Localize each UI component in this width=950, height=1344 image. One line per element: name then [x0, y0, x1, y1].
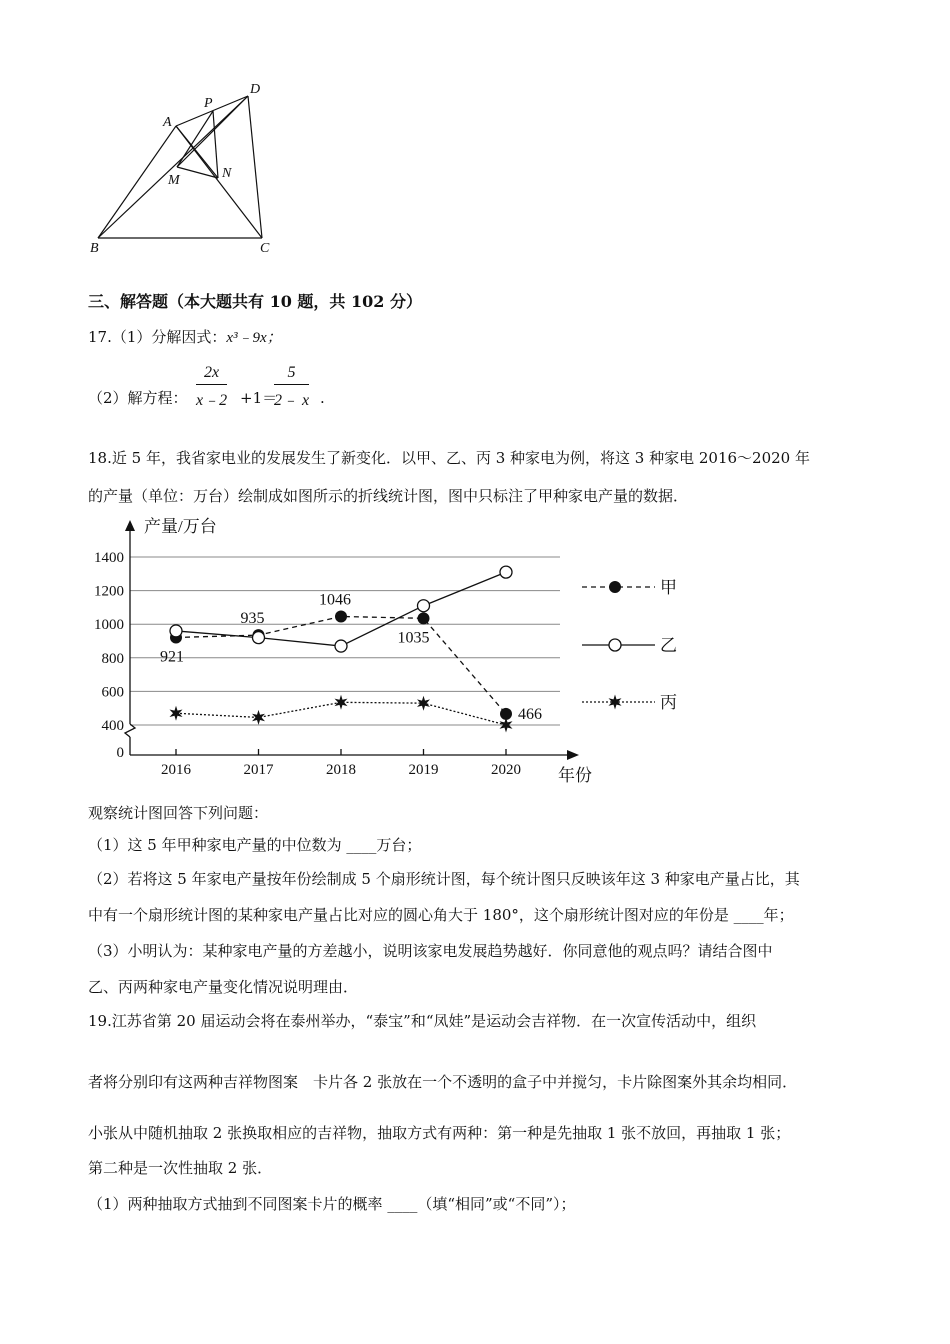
- q18-line1: [88, 448, 810, 468]
- x-tick-label-2016: 2016: [161, 762, 191, 778]
- legend-marker-1: [609, 639, 621, 651]
- series-1-point-2019: [418, 600, 430, 612]
- y-tick-label-1000: 1000: [94, 617, 124, 634]
- line-chart: [94, 512, 700, 792]
- point-label-m: M: [168, 173, 180, 188]
- series-1-point-2018: [335, 640, 347, 652]
- series-0-point-2019: [418, 612, 430, 624]
- section-title: 三、解答题（本大题共有 10 题，共 102 分）: [88, 292, 422, 311]
- q19-sub1: （1）两种抽取方式抽到不同图案卡片的概率 ____（填“相同”或“不同”）；: [88, 1195, 576, 1213]
- geometry-figure: [80, 76, 280, 262]
- q18-line1-text: 近 5 年，我省家电业的发展发生了新变化．以甲、乙、丙 3 种家电为例，将这 3 种家电 2016～2020 年: [111, 449, 810, 467]
- q17-mid: +1＝: [240, 389, 278, 407]
- point-label-a: A: [163, 115, 172, 130]
- series-1-point-2016: [170, 625, 182, 637]
- x-axis-label: 年份: [558, 766, 592, 785]
- q18-line2: 的产量（单位：万台）绘制成如图所示的折线统计图，图中只标注了甲种家电产量的数据．: [88, 487, 689, 505]
- series-1-point-2020: [500, 566, 512, 578]
- q19-line1: [88, 1011, 756, 1031]
- series-2-point-2017: [252, 710, 265, 725]
- q18-sub3-line2: 乙、丙两种家电产量变化情况说明理由．: [88, 978, 359, 996]
- x-axis-arrow: [567, 750, 579, 760]
- point-label-b: B: [90, 241, 99, 256]
- data-label-2016: 921: [160, 648, 184, 666]
- q18-sub2-line1: （2）若将这 5 年家电产量按年份绘制成 5 个扇形统计图，每个统计图只反映该年这 3 种家电产量占比，其: [88, 870, 800, 888]
- x-tick-label-2020: 2020: [491, 762, 521, 778]
- q18-sub1: （1）这 5 年甲种家电产量的中位数为 ____万台；: [88, 836, 422, 854]
- q17-part1: [88, 327, 282, 348]
- x-tick-label-2018: 2018: [326, 762, 356, 778]
- y-axis-label: 产量/万台: [144, 517, 217, 536]
- legend-label-1: 乙: [660, 636, 677, 655]
- q17-number: 17.: [88, 328, 112, 346]
- legend-label-2: 丙: [660, 693, 677, 712]
- y-tick-label-600: 600: [101, 684, 124, 701]
- q18-observe: 观察统计图回答下列问题：: [88, 804, 269, 822]
- q17-fraction-1: [196, 364, 227, 410]
- x-tick-label-2017: 2017: [243, 762, 274, 778]
- q18-sub2-line2: 中有一个扇形统计图的某种家电产量占比对应的圆心角大于 180°，这个扇形统计图对应的年份是 ____年；: [88, 906, 794, 924]
- y-axis-arrow: [125, 520, 135, 531]
- y-tick-label-1200: 1200: [94, 583, 124, 600]
- series-1-point-2017: [253, 632, 265, 644]
- q19-line3: 小张从中随机抽取 2 张换取相应的吉祥物，抽取方式有两种：第一种是先抽取 1 张不放回，再抽取 1 张；: [88, 1124, 791, 1142]
- q17-frac2-numerator: 5: [274, 364, 309, 385]
- point-label-n: N: [222, 166, 232, 181]
- q19-line2: 者将分别印有这两种吉祥物图案 卡片各 2 张放在一个不透明的盒子中并搅匀，卡片除图案外其余均相同．: [88, 1073, 798, 1091]
- q19-line1-text: 江苏省第 20 届运动会将在泰州举办，“泰宝”和“凤娃”是运动会吉祥物．在一次宣传活动中，组织: [111, 1012, 757, 1030]
- q17-part2-prefix: （2）解方程：: [88, 389, 188, 407]
- q17-frac1-numerator: 2x: [196, 364, 227, 385]
- q17-part1-expr: x³﹣9x；: [226, 330, 282, 346]
- y-tick-label-1400: 1400: [94, 550, 124, 566]
- x-tick-label-2019: 2019: [408, 762, 439, 778]
- axis-break-mark: [125, 724, 135, 737]
- series-line-1: [176, 572, 506, 646]
- data-label-2017: 935: [240, 610, 265, 628]
- legend-marker-0: [609, 581, 621, 593]
- series-0-point-2018: [335, 610, 347, 622]
- q18-sub3-line1: （3）小明认为：某种家电产量的方差越小，说明该家电发展趋势越好．你同意他的观点吗？请结合图中: [88, 942, 773, 960]
- q18-number: 18.: [88, 449, 112, 467]
- y-tick-label-800: 800: [101, 650, 124, 667]
- point-label-d: D: [250, 82, 261, 97]
- legend-label-0: 甲: [660, 578, 677, 597]
- data-label-2020: 466: [518, 705, 542, 723]
- q17-fraction-2: [274, 364, 309, 410]
- point-label-c: C: [260, 241, 270, 256]
- q19-number: 19.: [88, 1012, 112, 1030]
- y-tick-label-400: 400: [101, 718, 124, 734]
- data-label-2018: 1046: [319, 591, 351, 609]
- q17-frac2-denominator: 2﹣ x: [274, 392, 310, 409]
- q17-end: .: [320, 389, 325, 407]
- point-label-p: P: [204, 96, 213, 111]
- q19-line4: 第二种是一次性抽取 2 张．: [88, 1159, 273, 1177]
- series-2-point-2018: [335, 695, 348, 710]
- q17-part1-prefix: （1）分解因式：: [111, 328, 227, 346]
- data-label-2019: 1035: [397, 629, 430, 647]
- y-tick-label-0: 0: [116, 745, 124, 761]
- q17-frac1-denominator: x﹣2: [196, 392, 228, 409]
